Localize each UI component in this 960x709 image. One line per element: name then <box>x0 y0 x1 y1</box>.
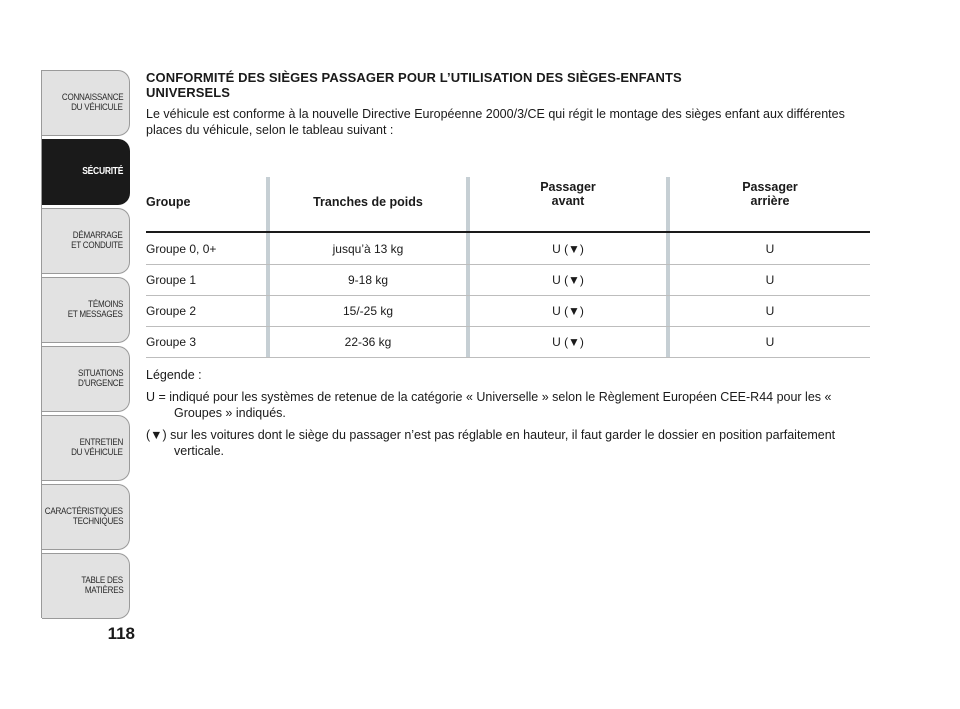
tab-situations[interactable] <box>42 346 130 412</box>
legend-title: Légende : <box>146 368 202 382</box>
section-title <box>146 70 870 100</box>
cell-rear: U <box>765 304 775 318</box>
cell-front: U (▼) <box>552 335 584 349</box>
table-row <box>146 233 870 265</box>
header-front-line2: avant <box>551 194 585 208</box>
cell-weight: 22-36 kg <box>344 335 392 349</box>
tab-label: DÉMARRAGE <box>73 229 123 241</box>
tab-connaissance[interactable] <box>42 70 130 136</box>
page-number: 118 <box>107 624 135 643</box>
tab-label: TECHNIQUES <box>72 516 123 527</box>
cell-weight: jusqu’à 13 kg <box>332 242 404 256</box>
header-rear-line2: arrière <box>750 194 790 208</box>
tab-label: DU VÉHICULE <box>71 447 123 458</box>
section-content <box>146 70 870 138</box>
tab-label: ENTRETIEN <box>79 436 123 448</box>
header-weight: Tranches de poids <box>313 195 423 209</box>
intro-paragraph: Le véhicule est conforme à la nouvelle Directive Européenne 2000/3/CE qui régit le montage des sièges enfant aux différentes places du véhicule, selon le tableau suivant : <box>146 107 845 137</box>
tab-securite[interactable] <box>42 139 130 205</box>
cell-group: Groupe 3 <box>146 335 197 349</box>
header-rear-line1: Passager <box>742 180 798 194</box>
tab-label: MATIÈRES <box>84 585 123 596</box>
table-row <box>146 326 870 358</box>
section-title-line1: CONFORMITÉ DES SIÈGES PASSAGER POUR L’UTILISATION DES SIÈGES-ENFANTS <box>146 70 682 85</box>
cell-rear: U <box>765 242 775 256</box>
tab-label: TABLE DES <box>81 574 123 586</box>
cell-group: Groupe 1 <box>146 273 197 287</box>
cell-group: Groupe 0, 0+ <box>146 242 217 256</box>
header-group: Groupe <box>146 195 191 209</box>
tab-label: CARACTÉRISTIQUES <box>44 505 123 517</box>
tab-label: ET CONDUITE <box>71 240 123 251</box>
tab-label: SÉCURITÉ <box>82 165 123 177</box>
cell-front: U (▼) <box>552 304 584 318</box>
table-row <box>146 264 870 296</box>
tab-label: SITUATIONS <box>77 367 123 379</box>
header-front-line1: Passager <box>540 180 596 194</box>
tab-label: CONNAISSANCE <box>61 91 123 103</box>
header-front-passenger <box>470 180 666 208</box>
legend-u-definition: U = indiqué pour les systèmes de retenue de la catégorie « Universelle » selon le Règlement Européen CEE-R44 pour les « Groupes » indiqués. <box>146 390 832 420</box>
tab-demarrage[interactable] <box>42 208 130 274</box>
legend-triangle-definition: (▼) sur les voitures dont le siège du passager n’est pas réglable en hauteur, il faut garder le dossier en position parfaitement verticale. <box>146 428 836 458</box>
legend <box>146 367 870 465</box>
section-title-line2: UNIVERSELS <box>146 85 231 100</box>
cell-front: U (▼) <box>552 273 584 287</box>
cell-group: Groupe 2 <box>146 304 197 318</box>
tab-temoins[interactable] <box>42 277 130 343</box>
cell-weight: 15/-25 kg <box>342 304 394 318</box>
cell-front: U (▼) <box>552 242 584 256</box>
tab-entretien[interactable] <box>42 415 130 481</box>
tab-label: TÉMOINS <box>87 298 123 310</box>
table-row <box>146 295 870 327</box>
cell-weight: 9-18 kg <box>347 273 389 287</box>
cell-rear: U <box>765 335 775 349</box>
tab-label: ET MESSAGES <box>68 309 123 320</box>
tab-table-des-matieres[interactable] <box>42 553 130 619</box>
cell-rear: U <box>765 273 775 287</box>
tab-label: D'URGENCE <box>77 378 123 389</box>
table-header <box>146 177 870 233</box>
tab-caracteristiques[interactable] <box>42 484 130 550</box>
tab-label: DU VÉHICULE <box>71 102 123 113</box>
header-rear-passenger <box>670 180 870 208</box>
